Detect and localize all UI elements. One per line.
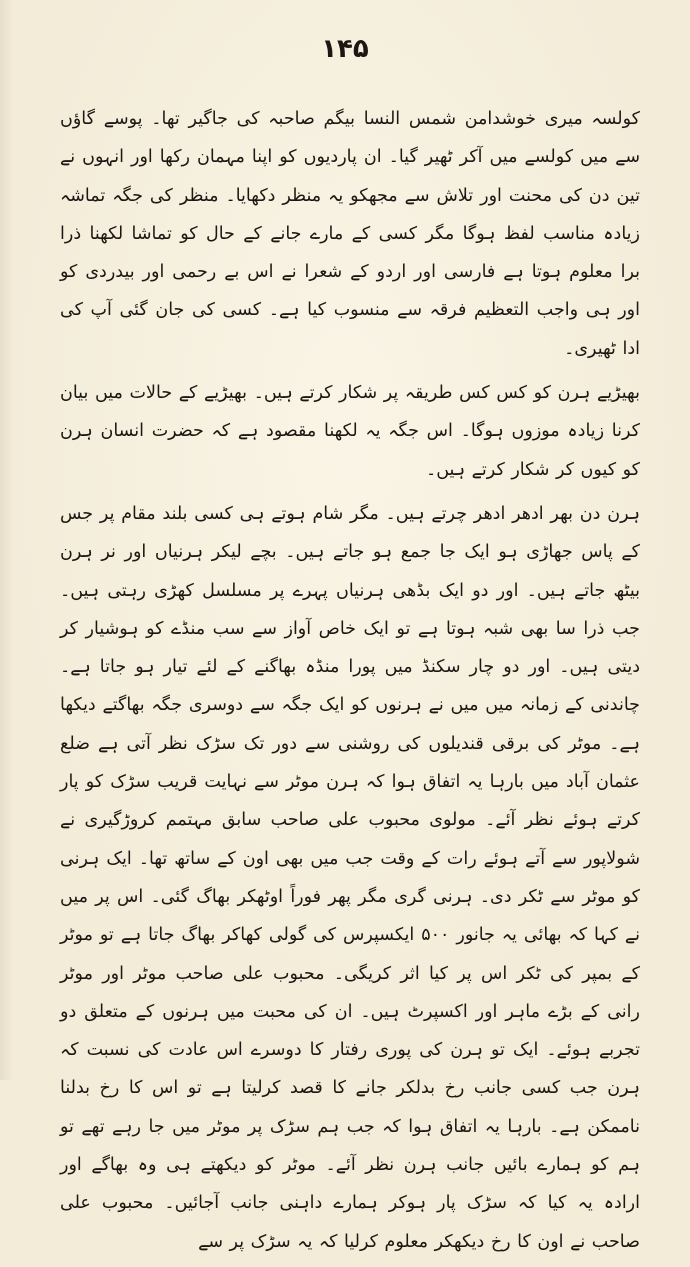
page-body-text (60, 100, 640, 1267)
paragraph-kolsa: کولسہ میری خوشدامن شمس النسا بیگم صاحبہ کی جاگیر تھا۔ پوسے گاؤں سے میں کولسے میں آکر ٹھیر گیا۔ ان پاردیوں کو اپنا مہمان رکھا اور انہوں نے تین دن کی محنت اور تلاش سے مجھکو یہ منظر دکھایا۔ منظر کی جگہ تماشہ زیادہ مناسب لفظ ہوگا مگر کسی کے مارے جانے کے حال کو تماشا لکھنا ذرا برا معلوم ہوتا ہے فارسی اور اردو کے شعرا نے اس بے رحمی اور بیدردی کو اور ہی واجب التعظیم فرقہ سے منسوب کیا ہے۔ کسی کی جان گئی آپ کی ادا ٹھیری۔ (60, 109, 640, 359)
paragraph-wolves: بھیڑیے ہرن کو کس کس طریقہ پر شکار کرتے ہیں۔ بھیڑیے کے حالات میں بیان کرنا زیادہ موزوں ہوگا۔ اس جگہ یہ لکھنا مقصود ہے کہ حضرت انسان ہرن کو کیوں کر شکار کرتے ہیں۔ (60, 383, 640, 480)
page-number: ۱۴۵ (321, 34, 369, 64)
paragraph-deer-habits: ہرن دن بھر ادھر ادھر چرتے ہیں۔ مگر شام ہوتے ہی کسی بلند مقام پر جس کے پاس جھاڑی ہو ایک جا جمع ہو جاتے ہیں۔ بچے لیکر ہرنیاں اور نر ہرن بیٹھ جاتے ہیں۔ اور دو ایک بڈھی ہرنیاں پہرے پر مسلسل کھڑی رہتی ہیں۔ جب ذرا سا بھی شبہ ہوتا ہے تو ایک خاص آواز سے سب منڈے کو ہوشیار کر دیتی ہیں۔ اور دو چار سکنڈ میں پورا منڈہ بھاگنے کے لئے تیار ہو جاتا ہے۔ چاندنی کے زمانہ میں میں نے ہرنوں کو ایک جگہ سے دوسری جگہ بھاگتے دیکھا ہے۔ موٹر کی برقی قندیلوں کی روشنی سے دور تک سڑک نظر آتی ہے ضلع عثمان آباد میں بارہا یہ اتفاق ہوا کہ ہرن موٹر سے نہایت قریب سڑک کو پار کرتے ہوئے نظر آئے۔ مولوی محبوب علی صاحب سابق مہتمم کروڑگیری نے شولاپور سے آتے ہوئے رات کے وقت جب میں بھی اون کے ساتھ تھا۔ ایک ہرنی کو موٹر سے ٹکر دی۔ ہرنی گری مگر پھر فوراً اوٹھکر بھاگ گئی۔ اس پر میں نے کہا کہ بھائی یہ جانور ۵۰۰ ایکسپرس کی گولی کھاکر بھاگ جاتا ہے تو موٹر کے بمپر کی ٹکر اس پر کیا اثر کریگی۔ محبوب علی صاحب موٹر اور موٹر رانی کے بڑے ماہر اور اکسپرٹ ہیں۔ ان کی محبت میں ہرنوں کے متعلق دو تجربے ہوئے۔ ایک تو ہرن کی پوری رفتار کا دوسرے اس عادت کی نسبت کہ ہرن جب کسی جانب رخ بدلکر جانے کا قصد کرلیتا ہے تو اس کا رخ بدلنا ناممکن ہے۔ بارہا یہ اتفاق ہوا کہ جب ہم سڑک پر موٹر میں جا رہے تھے تو ہم کو ہمارے بائیں جانب ہرن نظر آئے۔ موٹر کو دیکھتے ہی وہ بھاگے اور ارادہ یہ کیا کہ سڑک پار ہوکر ہمارے داہنی جانب آجائیں۔ محبوب علی صاحب نے اون کا رخ دیکھکر معلوم کرلیا کہ یہ سڑک پر سے (60, 503, 640, 1252)
